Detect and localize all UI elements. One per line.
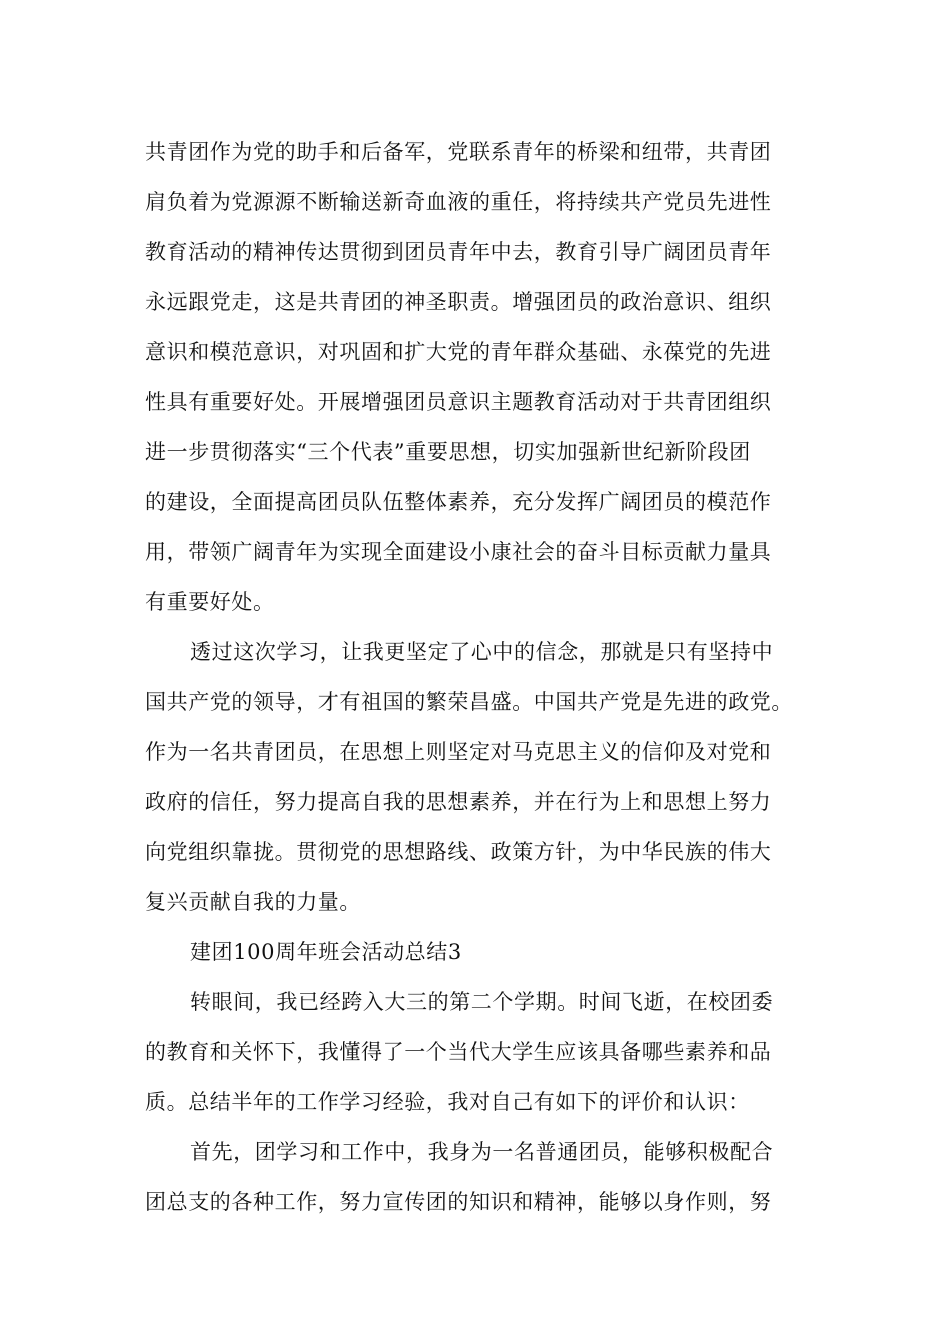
text-line: 肩负着为党源源不断输送新奇血液的重任，将持续共产党员先进性 (145, 190, 772, 214)
text-line: 永远跟党走，这是共青团的神圣职责。增强团员的政治意识、组织 (145, 290, 772, 314)
text-line: 向党组织靠拢。贯彻党的思想路线、政策方针，为中华民族的伟大 (145, 840, 772, 864)
text-line: 用，带领广阔青年为实现全面建设小康社会的奋斗目标贡献力量具 (145, 540, 772, 564)
text-line: 意识和模范意识，对巩固和扩大党的青年群众基础、永葆党的先进 (145, 340, 772, 364)
text-line: 的教育和关怀下，我懂得了一个当代大学生应该具备哪些素养和品 (145, 1040, 772, 1064)
text-line: 性具有重要好处。开展增强团员意识主题教育活动对于共青团组织 (145, 390, 772, 414)
text-line: 首先，团学习和工作中，我身为一名普通团员，能够积极配合 (190, 1140, 774, 1164)
section-heading: 建团100周年班会活动总结3 (190, 940, 462, 964)
text-line: 团总支的各种工作，努力宣传团的知识和精神，能够以身作则，努 (145, 1190, 772, 1214)
text-line: 的建设，全面提高团员队伍整体素养，充分发挥广阔团员的模范作 (145, 490, 772, 514)
text-line: 质。总结半年的工作学习经验，我对自己有如下的评价和认识： (145, 1090, 750, 1114)
text-line: 转眼间，我已经跨入大三的第二个学期。时间飞逝，在校团委 (190, 990, 774, 1014)
text-line: 有重要好处。 (145, 590, 275, 614)
text-line: 国共产党的领导，才有祖国的繁荣昌盛。中国共产党是先进的政党。 (145, 690, 793, 714)
text-line: 政府的信任，努力提高自我的思想素养，并在行为上和思想上努力 (145, 790, 772, 814)
text-line: 复兴贡献自我的力量。 (145, 890, 361, 914)
text-line: 共青团作为党的助手和后备军，党联系青年的桥梁和纽带，共青团 (145, 140, 772, 164)
text-line: 透过这次学习，让我更坚定了心中的信念，那就是只有坚持中 (190, 640, 774, 664)
text-line: 进一步贯彻落实“三个代表”重要思想，切实加强新世纪新阶段团 (145, 440, 751, 464)
text-line: 作为一名共青团员，在思想上则坚定对马克思主义的信仰及对党和 (145, 740, 772, 764)
text-line: 教育活动的精神传达贯彻到团员青年中去，教育引导广阔团员青年 (145, 240, 772, 264)
